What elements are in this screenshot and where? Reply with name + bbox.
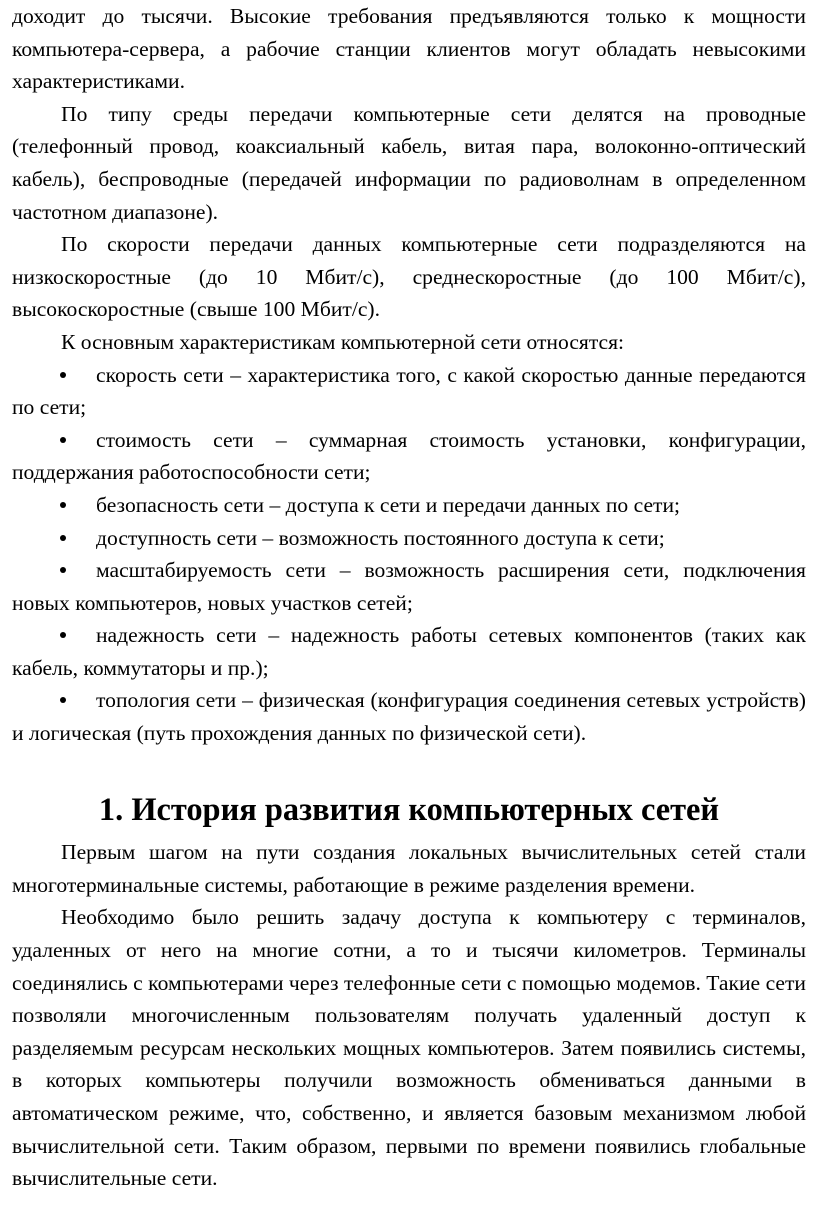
bullet-dot-icon: [60, 632, 66, 638]
bullet-item: [12, 489, 806, 522]
bullet-text: масштабируемость сети – возможность расширения сети, подключения новых компьютеров, новых участков сетей;: [12, 558, 806, 615]
bullet-text: скорость сети – характеристика того, с какой скоростью данные передаются по сети;: [12, 362, 806, 420]
bullet-item: [12, 359, 806, 424]
paragraph-remote-access: Необходимо было решить задачу доступа к компьютеру с терминалов, удаленных от него на многие сотни, а то и тысячи километров. Терминалы соединялись с компьютерами через телефонные сети с помощью модемов. Такие сети позволяли многочисленным пользователям получать удаленный доступ к разделяемым ресурсам нескольких мощных компьютеров. Затем появились системы, в которых компьютеры получили возможность обмениваться данными в автоматическом режиме, что, собственно, и является базовым механизмом любой вычислительной сети. Таким образом, первыми по времени появились глобальные вычислительные сети.: [12, 905, 806, 1191]
section-heading: 1. История развития компьютерных сетей: [98, 791, 720, 828]
paragraph-multiterminal: Первым шагом на пути создания локальных вычислительных сетей стали многотерминальные системы, работающие в режиме разделения времени.: [12, 840, 806, 897]
paragraph-servers-continuation: доходит до тысячи. Высокие требования предъявляются только к мощности компьютера-сервера, а рабочие станции клиентов могут обладать невысокими характеристиками.: [12, 4, 806, 94]
paragraph-transmission-speed: По скорости передачи данных компьютерные сети подразделяются на низкоскоростные (до 10 Мбит/с), среднескоростные (до 100 Мбит/с), высокоскоростные (свыше 100 Мбит/с).: [12, 232, 806, 322]
bullet-item: [12, 424, 806, 489]
bullet-item: [12, 684, 806, 749]
bullet-dot-icon: [60, 535, 66, 541]
bullet-item: [12, 522, 806, 555]
bullet-text: стоимость сети – суммарная стоимость установки, конфигурации, поддержания работоспособности сети;: [12, 427, 806, 485]
bullet-dot-icon: [60, 437, 66, 443]
bullet-item: [12, 554, 806, 619]
bullet-dot-icon: [60, 502, 66, 508]
paragraph-characteristics-intro: К основным характеристикам компьютерной сети относятся:: [61, 329, 625, 354]
bullet-text: надежность сети – надежность работы сетевых компонентов (таких как кабель, коммутаторы и пр.);: [12, 623, 806, 680]
bullet-dot-icon: [60, 372, 66, 378]
bullet-dot-icon: [60, 697, 66, 703]
bullet-text: доступность сети – возможность постоянного доступа к сети;: [96, 525, 665, 550]
paragraph-transmission-medium: По типу среды передачи компьютерные сети делятся на проводные (телефонный провод, коаксиальный кабель, витая пара, волоконно-оптический кабель), беспроводные (передачей информации по радиоволнам в определенном частотном диапазоне).: [12, 101, 806, 224]
bullet-item: [12, 619, 806, 684]
bullet-text: топология сети – физическая (конфигурация соединения сетевых устройств) и логическая (путь прохождения данных по физической сети).: [12, 688, 806, 746]
bullet-text: безопасность сети – доступа к сети и передачи данных по сети;: [96, 492, 681, 517]
bullet-dot-icon: [60, 567, 66, 573]
